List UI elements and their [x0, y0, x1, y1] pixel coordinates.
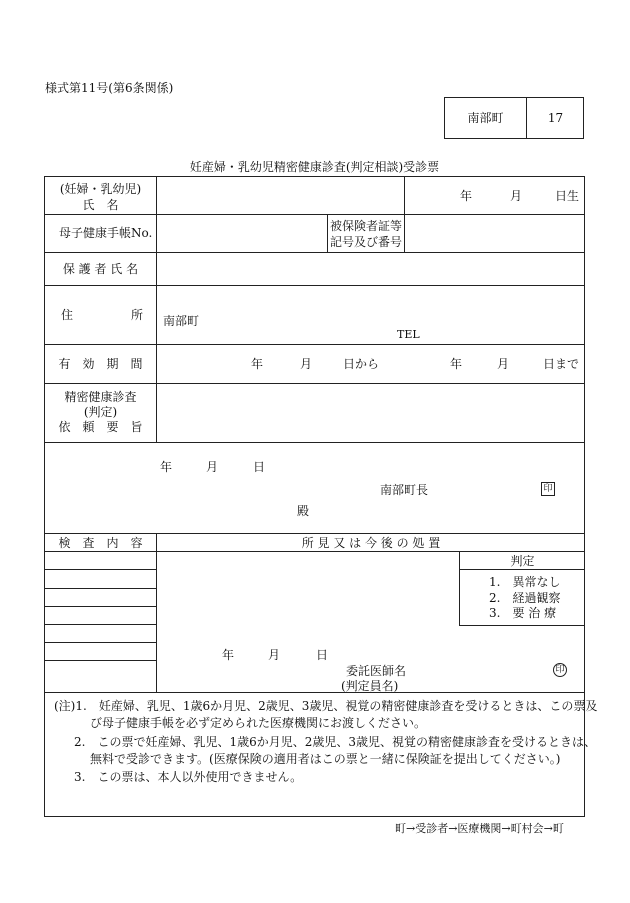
validity-period-label: 有 効 期 間 — [58, 357, 143, 371]
validity-from-month: 月 — [300, 357, 313, 371]
request-label-3: 依 頼 要 旨 — [58, 420, 143, 434]
note-1-line-1: (注)1. 妊産婦、乳児、1歳6か月児、2歳児、3歳児、視覚の精密健康診査を受けるときは、この票及 — [54, 699, 598, 713]
mayor-title: 南部町長 — [380, 483, 429, 497]
addressee-honorific: 殿 — [297, 504, 310, 518]
mayor-seal-stamp: 印 — [541, 482, 555, 496]
validity-from-day: 日から — [343, 357, 380, 371]
insured-card-label-2: 記号及び番号 — [330, 235, 403, 249]
patient-name-label: 氏 名 — [82, 198, 119, 212]
routing-flow: 町→受診者→医療機関→町村会→町 — [395, 822, 564, 835]
handbook-number-label: 母子健康手帳No. — [59, 226, 153, 240]
exam-year: 年 — [222, 648, 235, 662]
validity-to-month: 月 — [497, 357, 510, 371]
birth-year-label: 年 — [460, 189, 473, 203]
note-2-line-2: 無料で受診できます。(医療保険の適用者はこの票と一緒に保険証を提出してください。) — [90, 752, 561, 766]
judgment-option-normal: 1. 異常なし — [489, 575, 561, 589]
address-label-left: 住 — [61, 308, 74, 322]
town-name: 南部町 — [467, 111, 504, 125]
address-value: 南部町 — [163, 314, 200, 328]
note-3: 3. この票は、本人以外使用できません。 — [74, 770, 303, 784]
judge-name-label: (判定員名) — [341, 679, 399, 693]
request-month: 月 — [206, 460, 219, 474]
exam-content-header: 検 査 内 容 — [58, 536, 143, 550]
address-label-right: 所 — [131, 308, 144, 322]
birth-day-label: 日生 — [555, 189, 580, 203]
validity-from-year: 年 — [251, 357, 264, 371]
doctor-name-label: 委託医師名 — [346, 664, 407, 678]
guardian-name-label: 保 護 者 氏 名 — [62, 262, 139, 276]
request-label-1: 精密健康診査 — [64, 390, 137, 404]
note-2-line-1: 2. この票で妊産婦、乳児、1歳6か月児、2歳児、3歳児、視覚の精密健康診査を受けるときは、 — [74, 735, 596, 749]
judgment-header: 判定 — [510, 554, 535, 568]
birth-month-label: 月 — [510, 189, 523, 203]
patient-category-label: (妊婦・乳幼児) — [59, 182, 142, 196]
doctor-seal-stamp: 印 — [553, 663, 567, 677]
validity-to-year: 年 — [450, 357, 463, 371]
exam-day: 日 — [316, 648, 329, 662]
request-label-2: (判定) — [83, 405, 118, 419]
judgment-option-treat: 3. 要 治 療 — [489, 606, 557, 620]
request-day: 日 — [253, 460, 266, 474]
request-year: 年 — [160, 460, 173, 474]
findings-header: 所 見 又 は 今 後 の 処 置 — [301, 536, 441, 550]
exam-month: 月 — [268, 648, 281, 662]
tel-label: TEL — [397, 328, 420, 341]
judgment-option-observe: 2. 経過観察 — [489, 591, 561, 605]
note-1-line-2: び母子健康手帳を必ず定められた医療機関にお渡しください。 — [90, 716, 427, 730]
form-number: 様式第11号(第6条関係) — [45, 81, 174, 95]
validity-to-day: 日まで — [543, 357, 580, 371]
form-title: 妊産婦・乳幼児精密健康診査(判定相談)受診票 — [189, 160, 440, 174]
insured-card-label-1: 被保険者証等 — [330, 219, 403, 233]
form-serial-number: 17 — [547, 111, 564, 125]
